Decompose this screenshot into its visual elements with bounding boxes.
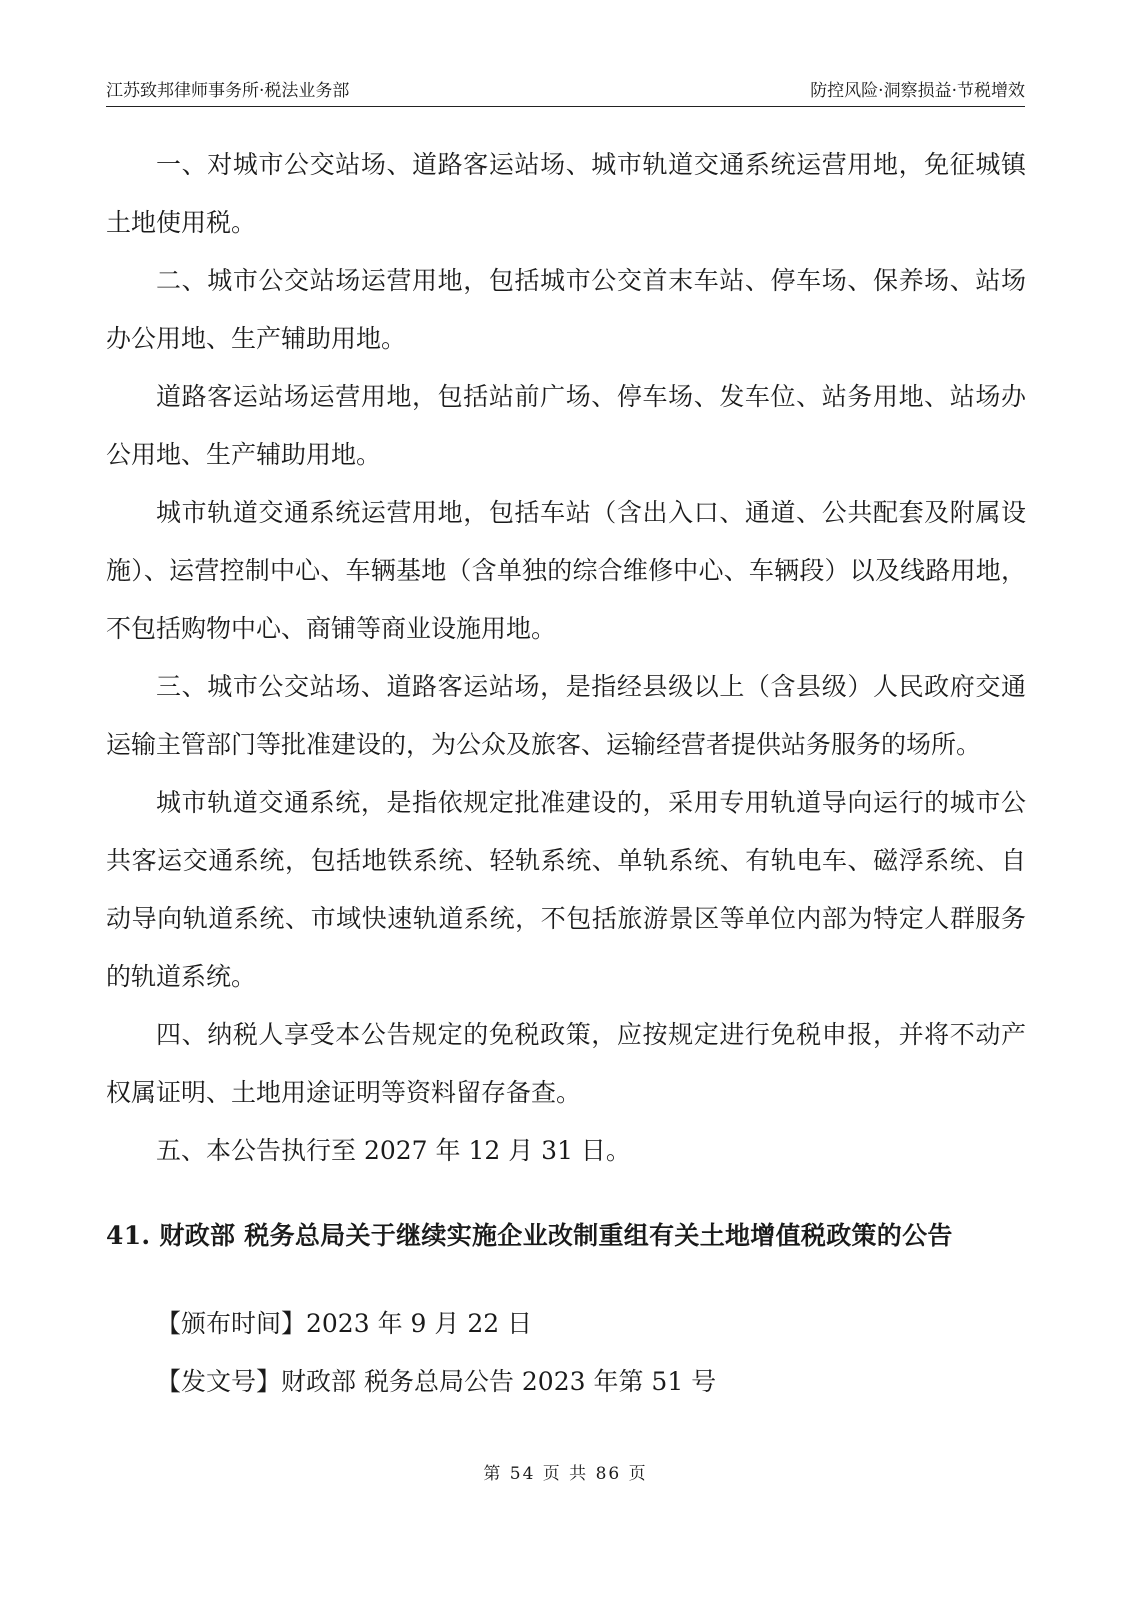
section-meta <box>106 1295 1026 1411</box>
header-slogan: 防控风险·洞察损益·节税增效 <box>810 81 1025 101</box>
paragraph: 一、对城市公交站场、道路客运站场、城市轨道交通系统运营用地，免征城镇土地使用税。 <box>106 150 1026 237</box>
paragraph: 城市轨道交通系统，是指依规定批准建设的，采用专用轨道导向运行的城市公共客运交通系统，包括地铁系统、轻轨系统、单轨系统、有轨电车、磁浮系统、自动导向轨道系统、市域快速轨道系统，不包括旅游景区等单位内部为特定人群服务的轨道系统。 <box>106 788 1026 991</box>
paragraph: 城市轨道交通系统运营用地，包括车站（含出入口、通道、公共配套及附属设施）、运营控制中心、车辆基地（含单独的综合维修中心、车辆段）以及线路用地，不包括购物中心、商铺等商业设施用地。 <box>106 498 1026 643</box>
paragraph: 道路客运站场运营用地，包括站前广场、停车场、发车位、站务用地、站场办公用地、生产辅助用地。 <box>106 382 1026 469</box>
header-divider <box>106 106 1025 107</box>
paragraph: 三、城市公交站场、道路客运站场，是指经县级以上（含县级）人民政府交通运输主管部门等批准建设的，为公众及旅客、运输经营者提供站务服务的场所。 <box>106 672 1026 759</box>
page-header <box>106 76 1025 106</box>
page-number: 第 54 页 共 86 页 <box>483 1464 648 1484</box>
document-number: 【发文号】财政部 税务总局公告 2023 年第 51 号 <box>156 1367 717 1396</box>
document-body <box>106 136 1026 1180</box>
header-firm-name: 江苏致邦律师事务所·税法业务部 <box>106 81 350 101</box>
paragraph: 二、城市公交站场运营用地，包括城市公交首末车站、停车场、保养场、站场办公用地、生产辅助用地。 <box>106 266 1026 353</box>
release-date: 【颁布时间】2023 年 9 月 22 日 <box>156 1309 533 1338</box>
section-heading: 41. 财政部 税务总局关于继续实施企业改制重组有关土地增值税政策的公告 <box>106 1221 953 1250</box>
paragraph: 五、本公告执行至 2027 年 12 月 31 日。 <box>156 1136 631 1165</box>
paragraph: 四、纳税人享受本公告规定的免税政策，应按规定进行免税申报，并将不动产权属证明、土地用途证明等资料留存备查。 <box>106 1020 1026 1107</box>
